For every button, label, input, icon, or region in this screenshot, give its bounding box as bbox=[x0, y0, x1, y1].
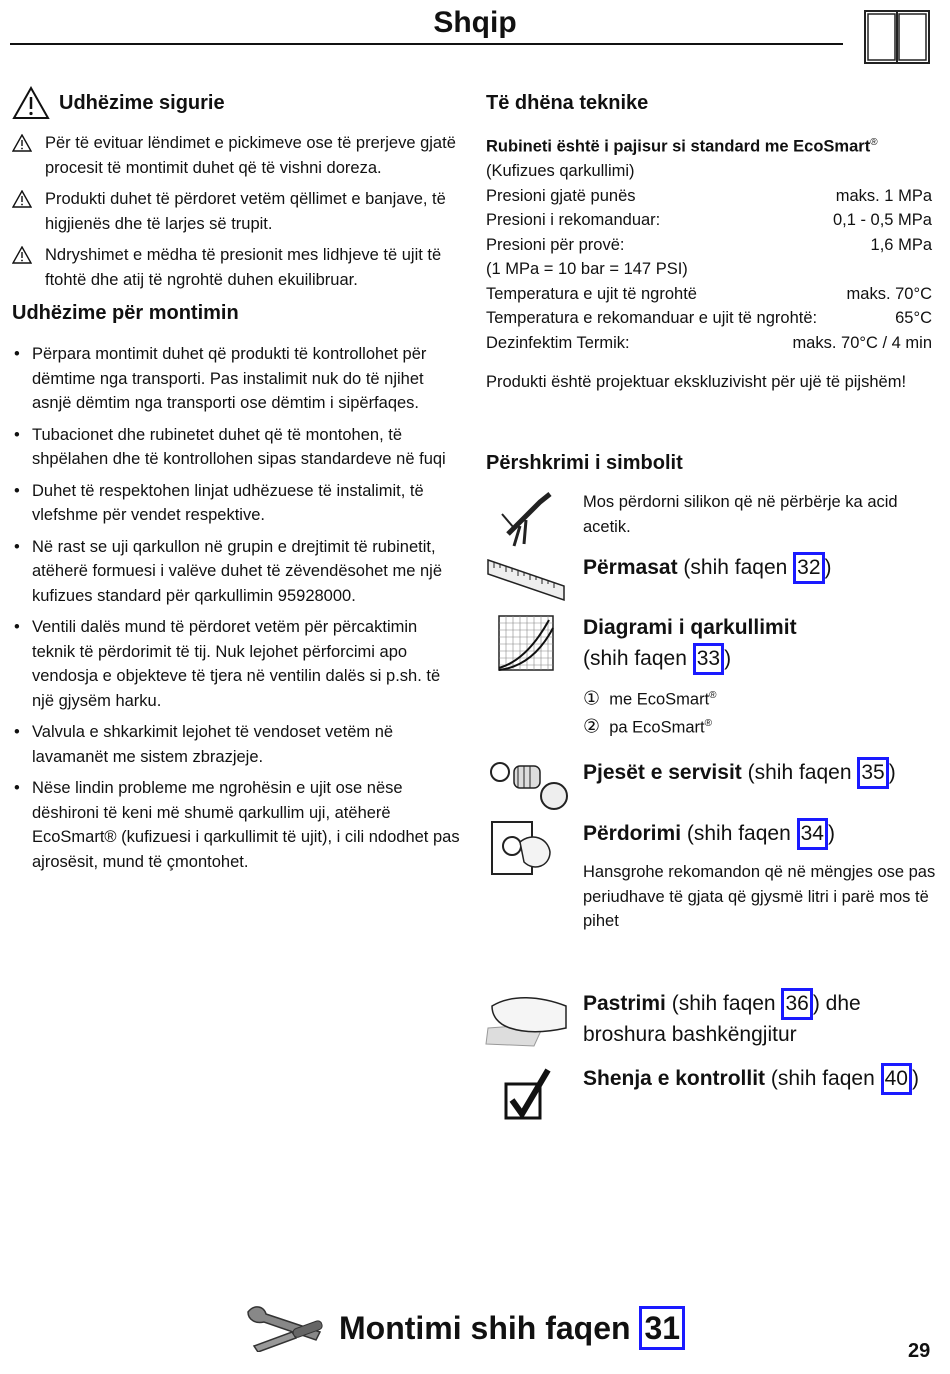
tech-data bbox=[486, 131, 932, 395]
ruler-icon bbox=[486, 556, 566, 604]
warning-icon bbox=[12, 246, 32, 264]
spare-parts-ref: Pjesët e servisit (shih faqen 35 ) bbox=[583, 757, 939, 789]
check-mark-ref: Shenja e kontrollit (shih faqen 40 ) bbox=[583, 1063, 939, 1095]
page-link-40[interactable]: 40 bbox=[881, 1063, 912, 1095]
list-item: • Përpara montimit duhet që produkti të kontrollohet për dëmtime nga transporti. Pas instalimit nuk do të njihet asnjë dëmtim nga transporti ose dëmtim i sipërfaqes. bbox=[12, 342, 462, 416]
page-link-31[interactable]: 31 bbox=[639, 1306, 685, 1350]
page-link-32[interactable]: 32 bbox=[793, 552, 824, 584]
silicone-note: Mos përdorni silikon që në përbërje ka acid acetik. bbox=[583, 493, 898, 536]
usage-note: Hansgrohe rekomandon që në mëngjes ose pas periudhave të gjata që gjysmë litri i parë mos të pihet bbox=[583, 863, 936, 930]
list-item: • Tubacionet dhe rubinetet duhet që të montohen, të shpëlahen dhe të kontrollohen sipas standardeve në fuqi bbox=[12, 423, 462, 472]
warning-icon bbox=[12, 190, 32, 208]
tech-row: Presioni për provë: 1,6 MPa bbox=[486, 235, 932, 254]
symbols-heading: Përshkrimi i simbolit bbox=[486, 452, 683, 474]
wrench-screwdriver-icon bbox=[244, 1302, 326, 1352]
page-title: Shqip bbox=[433, 6, 517, 39]
mounting-list bbox=[12, 342, 462, 881]
list-item: • Valvula e shkarkimit lejohet të vendoset vetëm në lavamanët me sistem zbrazjeje. bbox=[12, 720, 462, 769]
header-rule bbox=[10, 43, 843, 45]
safety-item: Produkti duhet të përdoret vetëm qëllimet e banjave, të higjienës dhe të larjes së trupit. bbox=[12, 187, 462, 236]
footer-mounting-ref: Montimi shih faqen 31 bbox=[339, 1306, 685, 1350]
flow-diagram-icon bbox=[497, 614, 555, 672]
tech-row: Dezinfektim Termik: maks. 70°C / 4 min bbox=[486, 333, 932, 352]
tech-row: (1 MPa = 10 bar = 147 PSI) bbox=[486, 260, 688, 278]
list-item: • Nëse lindin probleme me ngrohësin e ujit ose nëse dëshironi të keni më shumë qarkullim uji, atëherë EcoSmart® (kufizuesi i qarkullimit të ujit), i cili ndodhet pas ajrosësit, mund të çmontohet. bbox=[12, 776, 462, 874]
tech-row: Temperatura e ujit të ngrohtë maks. 70°C bbox=[486, 284, 932, 303]
page-number: 29 bbox=[908, 1340, 931, 1362]
list-item: ② pa EcoSmart® bbox=[583, 716, 712, 738]
checkmark-icon bbox=[504, 1066, 552, 1122]
list-item: • Duhet të respektohen linjat udhëzuese të instalimit, të vlefshme për vendet respektive. bbox=[12, 479, 462, 528]
warning-icon bbox=[12, 86, 50, 120]
safety-heading: Udhëzime sigurie bbox=[59, 92, 225, 114]
faucet-hand-icon bbox=[488, 816, 554, 878]
warning-icon bbox=[12, 134, 32, 152]
silicone-gun-icon bbox=[494, 490, 560, 552]
safety-item: Ndryshimet e mëdha të presionit mes lidhjeve të ujit të ftohtë dhe atij të ngrohtë duhen ekuilibruar. bbox=[12, 243, 462, 292]
tech-note: Produkti është projektuar ekskluzivisht për ujë të pijshëm! bbox=[486, 373, 907, 391]
tech-intro: Rubineti është i pajisur si standard me EcoSmart® (Kufizues qarkullimi) bbox=[486, 137, 878, 180]
usage-ref: Përdorimi (shih faqen 34 ) bbox=[583, 818, 939, 850]
list-item: • Ventili dalës mund të përdoret vetëm për përcaktimin teknik të përdorimit të tij. Nuk lejohet përforcimi apo vendosja e objekteve të tjera në ventilin dalës si p.sh. të një gjysëm harku. bbox=[12, 615, 462, 713]
flow-diagram-ref: Diagrami i qarkullimit (shih faqen 33 ) bbox=[583, 613, 939, 675]
page-link-36[interactable]: 36 bbox=[781, 988, 812, 1020]
flow-options bbox=[583, 684, 939, 740]
list-item: • Në rast se uji qarkullon në grupin e drejtimit të rubinetit, atëherë formuesi i valëve duhet të zëvendësohet me një kufizues standard për qarkullimin 95928000. bbox=[12, 535, 462, 609]
mounting-heading: Udhëzime për montimin bbox=[12, 302, 239, 324]
cleaning-ref: Pastrimi (shih faqen 36 ) dhe broshura bashkëngjitur bbox=[583, 988, 939, 1050]
dimensions-ref: Përmasat (shih faqen 32 ) bbox=[583, 552, 939, 584]
safety-item: Për të evituar lëndimet e pickimeve ose të prerjeve gjatë procesit të montimit duhet që të vishni doreza. bbox=[12, 131, 462, 180]
tech-row: Presioni i rekomanduar: 0,1 - 0,5 MPa bbox=[486, 211, 932, 229]
tech-row: Temperatura e rekomanduar e ujit të ngrohtë: 65°C bbox=[486, 309, 932, 327]
tech-row: Presioni gjatë punës maks. 1 MPa bbox=[486, 186, 932, 205]
page-link-33[interactable]: 33 bbox=[693, 643, 724, 675]
tech-heading: Të dhëna teknike bbox=[486, 92, 649, 114]
cleaning-hand-icon bbox=[484, 988, 570, 1048]
spare-parts-icon bbox=[488, 756, 574, 814]
page-link-34[interactable]: 34 bbox=[797, 818, 828, 850]
manual-book-icon bbox=[864, 10, 930, 64]
list-item: ① me EcoSmart® bbox=[583, 688, 717, 710]
page-link-35[interactable]: 35 bbox=[857, 757, 888, 789]
